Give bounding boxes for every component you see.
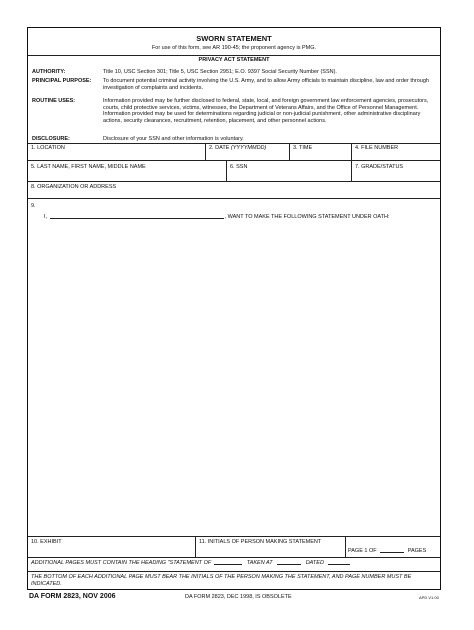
oath-name-blank[interactable] (50, 218, 224, 219)
dated-blank[interactable] (328, 564, 350, 565)
grade-status-field[interactable] (351, 160, 440, 181)
organization-label: 8. ORGANIZATION OR ADDRESS (31, 184, 117, 190)
name-label: 5. LAST NAME, FIRST NAME, MIDDLE NAME (31, 164, 146, 170)
row6-divider (28, 557, 440, 558)
oath-line (44, 214, 390, 221)
statement-area[interactable] (28, 198, 440, 536)
purpose-label: PRINCIPAL PURPOSE: (32, 78, 92, 84)
oath-prefix: I, (44, 214, 48, 220)
date-field[interactable] (205, 143, 290, 160)
version-label: APD V1.00 (419, 595, 439, 600)
date-format-hint: (YYYYMMDD) (230, 145, 267, 151)
organization-field[interactable] (28, 181, 440, 198)
dated-label: DATED (305, 560, 324, 566)
item9-label: 9. (31, 203, 36, 209)
name-field[interactable] (28, 160, 226, 181)
page-count-field (345, 536, 440, 557)
page-total-blank[interactable] (380, 552, 404, 553)
page-of-label: PAGE 1 OF (348, 548, 377, 554)
authority-text: Title 10, USC Section 301; Title 5, USC Section 2951; E.O. 9397 Social Security Number (SSN). (103, 69, 337, 75)
routine-uses-label: ROUTINE USES: (32, 98, 76, 104)
form-title: SWORN STATEMENT (196, 34, 272, 43)
location-field[interactable] (28, 143, 205, 160)
time-label: 3. TIME (293, 145, 313, 151)
exhibit-label: 10. EXHIBIT (31, 539, 62, 545)
initials-label: 11. INITIALS OF PERSON MAKING STATEMENT (199, 539, 322, 545)
heading-note-text: ADDITIONAL PAGES MUST CONTAIN THE HEADING "STATEMENT OF (31, 560, 212, 566)
exhibit-field[interactable] (28, 536, 195, 557)
taken-at-label: TAKEN AT (246, 560, 273, 566)
ssn-label: 6. SSN (230, 164, 248, 170)
disclosure-label: DISCLOSURE: (32, 136, 70, 142)
date-label (209, 145, 266, 152)
privacy-divider (28, 55, 440, 56)
purpose-text: To document potential criminal activity involving the U.S. Army, and to allow Army officials to maintain discipline, law and order through investigation of complaints and incidents. (103, 78, 429, 91)
additional-pages-note (31, 560, 353, 567)
bottom-initials-note: THE BOTTOM OF EACH ADDITIONAL PAGE MUST BEAR THE INITIALS OF THE PERSON MAKING THE STATEMENT, AND PAGE NUMBER MUST BE INDICATED. (31, 574, 412, 587)
time-field[interactable] (289, 143, 352, 160)
authority-label: AUTHORITY: (32, 69, 66, 75)
file-number-field[interactable] (351, 143, 440, 160)
ssn-field[interactable] (226, 160, 352, 181)
supersedes-note: DA FORM 2823, DEC 1998, IS OBSOLETE (185, 594, 292, 600)
initials-field[interactable] (195, 536, 346, 557)
form-subtitle: For use of this form, see AR 190-45; the proponent agency is PMG. (151, 45, 317, 51)
file-number-label: 4. FILE NUMBER (355, 145, 399, 151)
form-id: DA FORM 2823, NOV 2006 (29, 593, 116, 600)
pages-label: PAGES (407, 548, 427, 554)
grade-status-label: 7. GRADE/STATUS (355, 164, 404, 170)
location-label: 1. LOCATION (31, 145, 65, 151)
privacy-heading: PRIVACY ACT STATEMENT (198, 57, 270, 63)
sworn-statement-form (27, 27, 441, 590)
disclosure-text: Disclosure of your SSN and other information is voluntary. (103, 136, 244, 142)
routine-uses-text: Information provided may be further disclosed to federal, state, local, and foreign government law enforcement agencies, prosecutors, courts, child protective services, victims, witnesses, the Department of Veterans Affairs, and the Office of Personnel Management. Information provided may be used for determinations regarding judicial or non-judicial punishment, other administrative disciplinary actions, security clearances, recruitment, retention, placement, and other personnel actions. (103, 98, 429, 124)
row7-divider (28, 571, 440, 572)
page-count-line (348, 548, 426, 555)
taken-at-blank[interactable] (277, 564, 301, 565)
oath-suffix: , WANT TO MAKE THE FOLLOWING STATEMENT UNDER OATH: (224, 214, 390, 220)
date-label-text: 2. DATE (209, 145, 230, 151)
statement-of-blank[interactable] (214, 564, 242, 565)
